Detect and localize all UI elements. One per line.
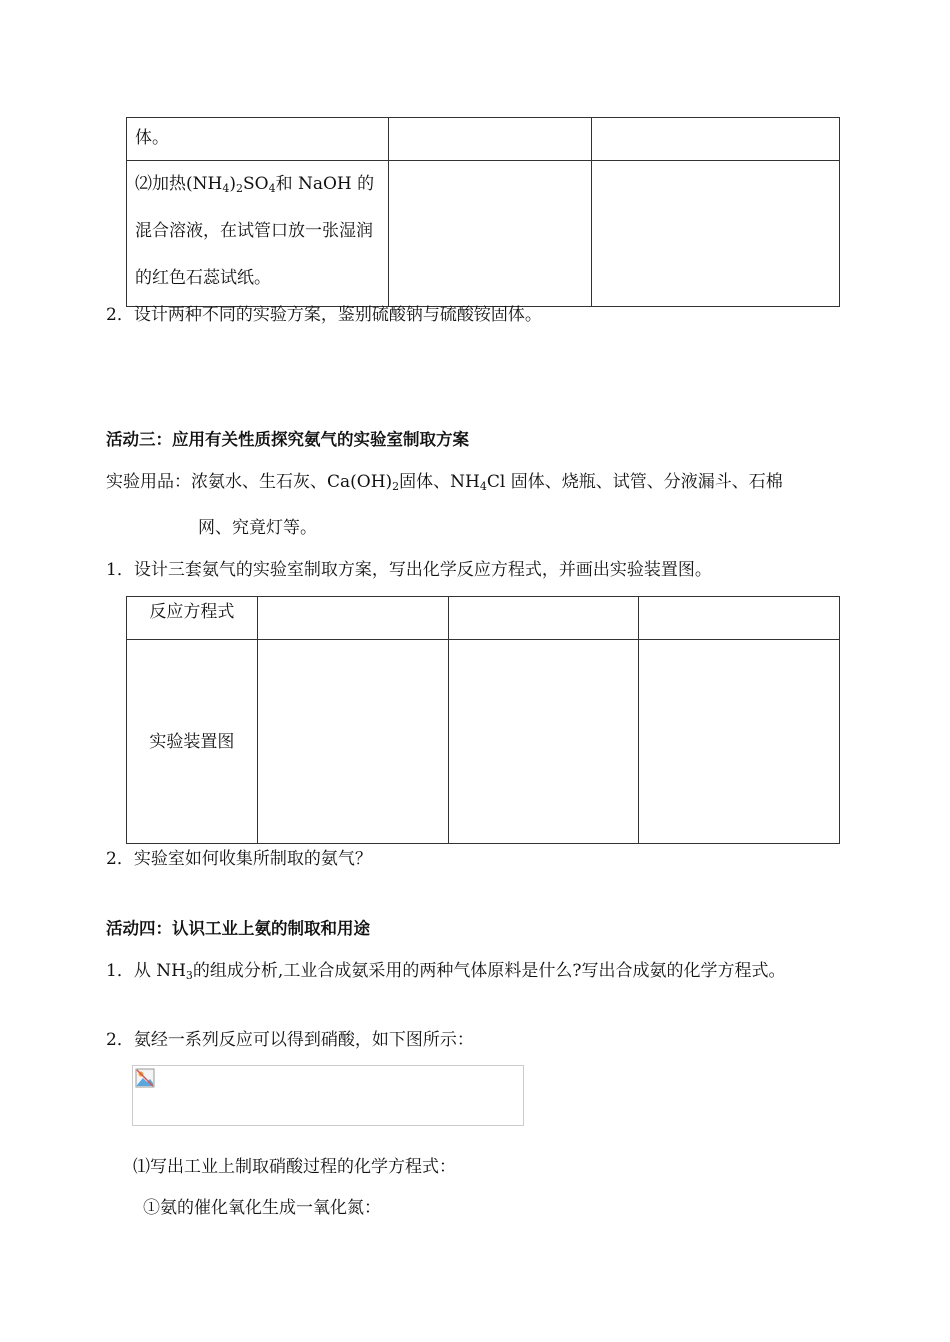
activity4-subquestion1: ⑴写出工业上制取硝酸过程的化学方程式：	[133, 1157, 456, 1177]
question-identify: 2．设计两种不同的实验方案，鉴别硫酸钠与硫酸铵固体。	[106, 305, 542, 325]
cell-text	[127, 161, 388, 306]
activity3-question1: 1．设计三套氨气的实验室制取方案，写出化学反应方程式，并画出实验装置图。	[106, 560, 712, 580]
table-cell	[591, 118, 839, 161]
text-span: ⑵加热(NH	[135, 174, 223, 194]
activity4-title: 活动四：认识工业上氨的制取和用途	[106, 919, 370, 938]
text-span: )	[229, 174, 236, 194]
materials-line1	[106, 470, 783, 494]
text-span: 实验用品：浓氨水、生石灰、Ca(OH)	[106, 472, 393, 492]
row-label-equation: 反应方程式	[149, 602, 235, 622]
subscript: 4	[222, 182, 230, 195]
text-span: Cl 固体、烧瓶、试管、分液漏斗、石棉	[486, 472, 783, 492]
activity4-subquestion1-item1: ①氨的催化氧化生成一氧化氮：	[143, 1198, 381, 1218]
activity3-title: 活动三：应用有关性质探究氨气的实验室制取方案	[106, 430, 469, 449]
table-cell	[639, 640, 840, 844]
text-span: 固体、NH	[399, 472, 480, 492]
table-cell	[389, 161, 591, 307]
table-cell	[448, 597, 639, 640]
cell-text: 体。	[135, 128, 169, 148]
table-cell	[127, 161, 389, 307]
figure-placeholder	[132, 1065, 524, 1126]
table-cell	[448, 640, 639, 844]
subscript: 4	[268, 182, 276, 195]
text-span: 的组成分析,工业合成氨采用的两种气体原料是什么?写出合成氨的化学方程式。	[192, 961, 786, 981]
table-cell	[127, 118, 389, 161]
text-span: 1．从 NH	[106, 961, 186, 981]
subscript: 2	[235, 182, 243, 195]
activity4-question1	[106, 959, 785, 983]
preparation-table	[126, 596, 840, 844]
materials-line2: 网、究竟灯等。	[198, 518, 317, 538]
table-cell	[591, 161, 839, 307]
subscript: 2	[392, 480, 400, 493]
activity4-question2: 2．氨经一系列反应可以得到硝酸，如下图所示：	[106, 1030, 474, 1050]
broken-image-icon	[135, 1068, 155, 1092]
activity3-question2: 2．实验室如何收集所制取的氨气？	[106, 849, 372, 869]
text-span: SO	[242, 174, 269, 194]
table-cell	[257, 597, 448, 640]
subscript: 3	[185, 969, 193, 982]
table-cell	[639, 597, 840, 640]
text-span: 和 NaOH 的混合溶液，在试管口放一张湿润的红色石蕊试纸。	[135, 174, 375, 288]
table-cell	[389, 118, 591, 161]
subscript: 4	[479, 480, 487, 493]
table-cell	[127, 597, 258, 640]
row-label-apparatus: 实验装置图	[149, 731, 235, 752]
table-cell	[127, 640, 258, 844]
table-cell	[257, 640, 448, 844]
experiment-table-top	[126, 117, 840, 307]
